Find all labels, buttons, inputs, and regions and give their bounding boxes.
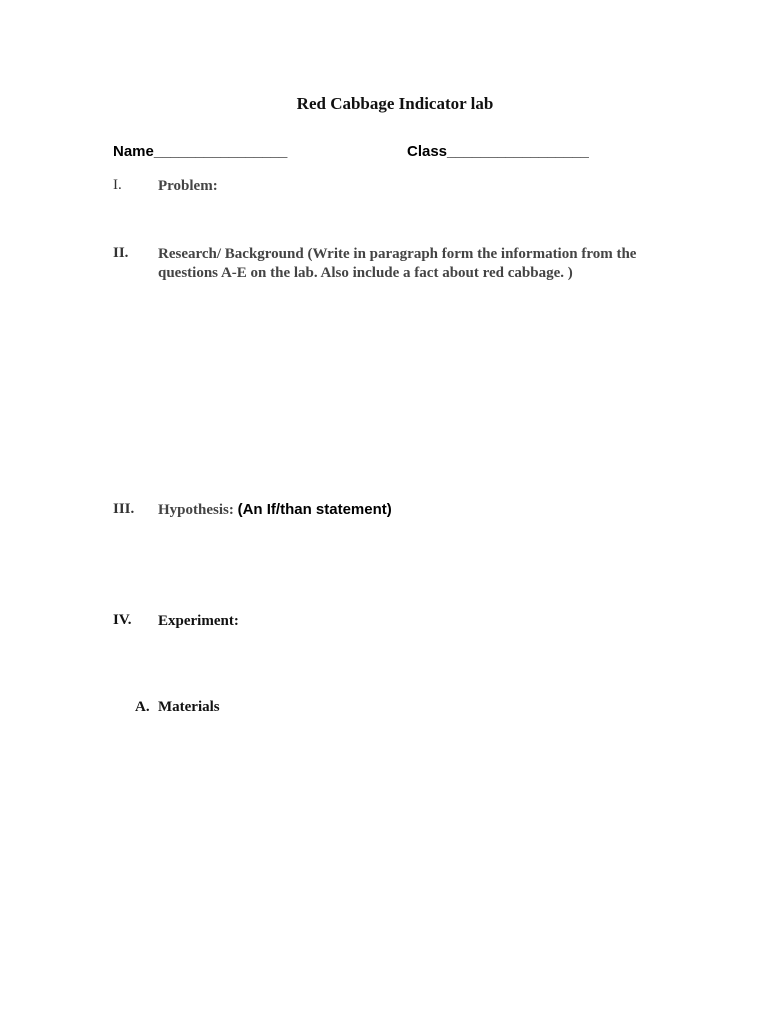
hypothesis-note: (An If/than statement) [237,501,392,518]
class-field: Class_________________ [407,143,589,160]
section-numeral-research: II. [113,245,129,261]
section-numeral-problem: I. [113,177,122,193]
section-label-experiment: Experiment: [158,613,239,629]
section-label-problem: Problem: [158,178,218,194]
document-title: Red Cabbage Indicator lab [296,94,494,113]
section-numeral-experiment: IV. [113,612,132,628]
section-label-hypothesis: Hypothesis: [158,502,234,518]
name-field: Name________________ [113,143,288,160]
section-numeral-hypothesis: III. [113,501,135,517]
subsection-label-materials: Materials [158,699,220,715]
section-hypothesis [158,500,392,520]
section-label-research: Research/ Background (Write in paragraph form the information from the questions A-E on the lab. Also include a fact about red cabbage. ) [158,246,637,281]
subsection-letter-materials: A. [135,699,150,715]
